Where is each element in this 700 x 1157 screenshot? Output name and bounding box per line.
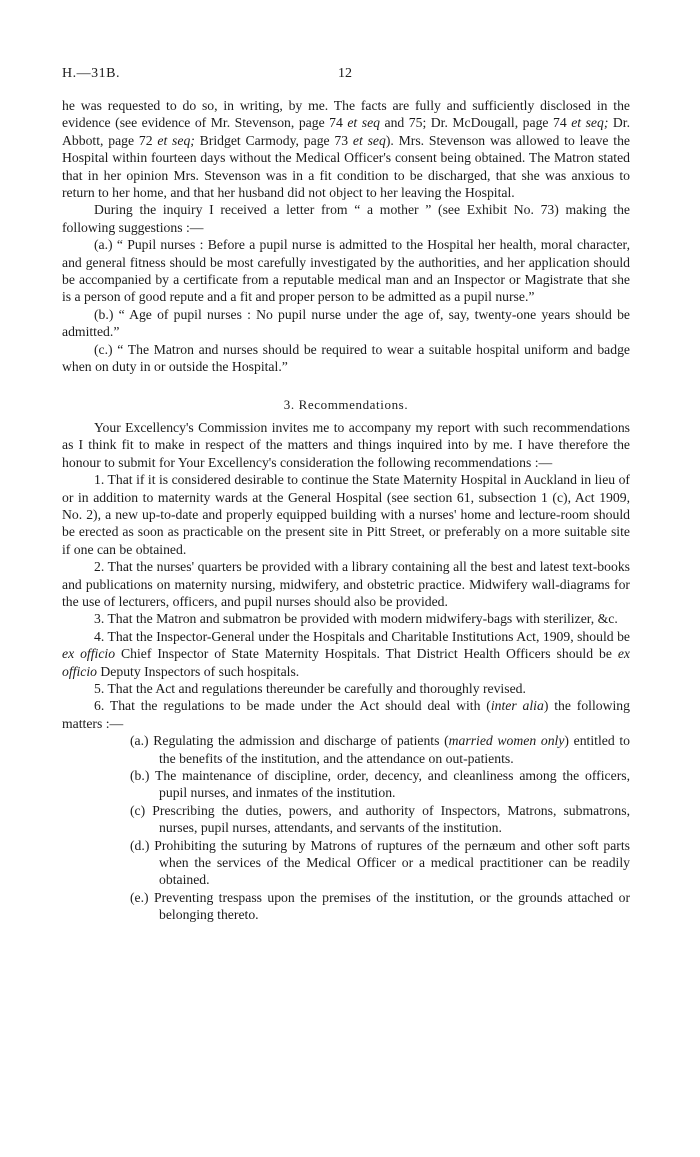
paragraph-mother-letter: During the inquiry I received a letter from “ a mother ” (see Exhibit No. 73) making the following suggestions :—: [62, 202, 630, 235]
recommendation-6: [62, 697, 630, 732]
text-run: Prescribing the duties, powers, and authority of Inspectors, Matrons, submatrons, nurses, pupil nurses, attendants, and servants of the institution.: [152, 802, 631, 836]
item-label: (c): [130, 802, 146, 818]
recommendation-4: [62, 628, 630, 680]
recommendation-2: 2. That the nurses' quarters be provided with a library containing all the best and latest text-books and publications on maternity nursing, midwifery, and obstetric practice. Midwifery wall-diagrams for the use of lecturers, officers, and pupil nurses should also be provided.: [62, 559, 630, 609]
list-item: [130, 767, 630, 802]
item-label: (e.): [130, 889, 149, 905]
text-run: “ The Matron and nurses should be required to wear a suitable hospital uniform and badge when on duty in or outside the Hospital.”: [62, 341, 630, 375]
italic-run: et seq: [352, 132, 386, 148]
text-run: 4. That the Inspector-General under the Hospitals and Charitable Institutions Act, 1909, should be: [94, 628, 630, 644]
recommendation-3: 3. That the Matron and submatron be provided with modern midwifery-bags with sterilizer, &c.: [94, 611, 618, 627]
italic-run: inter alia: [490, 698, 544, 714]
text-run: Regulating the admission and discharge of patients (: [153, 733, 449, 749]
item-label: (a.): [94, 237, 113, 253]
list-item: [130, 802, 630, 837]
text-run: 6. That the regulations to be made under the Act should deal with (: [94, 698, 491, 714]
suggestion-uniform: [62, 341, 630, 376]
italic-run: et seq;: [571, 115, 609, 131]
text-run: Chief Inspector of State Maternity Hospitals. That District Health Officers should be: [115, 646, 618, 662]
suggestion-pupil-nurses: [62, 236, 630, 306]
section-heading-recommendations: 3. Recommendations.: [283, 396, 409, 412]
text-run: Dr. Abbott, page 72: [62, 115, 631, 148]
italic-run: et seq: [347, 115, 380, 131]
item-label: (d.): [130, 837, 150, 853]
text-run: Preventing trespass upon the premises of the institution, or the grounds attached or belonging thereto.: [154, 889, 631, 923]
list-item: [130, 889, 630, 924]
item-label: (a.): [130, 733, 149, 749]
page-number: 12: [338, 66, 352, 81]
text-run: “ Pupil nurses : Before a pupil nurse is admitted to the Hospital her health, moral character, and general fitness should be most carefully investigated by the authorities, and her application should be accompanied by a certificate from a reputable medical man and an Inspector or Magistrate that she is a person of good repute and a fit and proper person to be admitted as a pupil nurse.”: [62, 237, 630, 305]
item-label: (b.): [94, 306, 114, 322]
text-run: ) entitled to the benefits of the institution, and the attendance on out-patients.: [159, 733, 630, 766]
text-run: Prohibiting the suturing by Matrons of ruptures of the pernæum and other soft parts when the services of the Medical Officer or a medical practitioner can be readily obtained.: [154, 837, 630, 888]
italic-run: et seq;: [157, 132, 195, 148]
text-run: he was requested to do so, in writing, by me. The facts are fully and sufficiently disclosed in the evidence (see evidence of Mr. Stevenson, page 74: [62, 98, 630, 131]
document-body: [62, 97, 630, 924]
recommendations-intro: Your Excellency's Commission invites me to accompany my report with such recommendations as I think fit to make in respect of the matters and things inquired into by me. I have therefore the honour to submit for Your Excellency's consideration the following recommendations :—: [62, 419, 630, 470]
suggestion-age-of-pupil-nurses: [62, 306, 630, 341]
text-run: Deputy Inspectors of such hospitals.: [96, 663, 300, 679]
text-run: The maintenance of discipline, order, decency, and cleanliness among the officers, pupil nurses, and inmates of the institution.: [155, 768, 630, 801]
text-run: and 75; Dr. McDougall, page 74: [380, 115, 572, 131]
regulation-matters-list: [130, 732, 630, 923]
item-label: (b.): [130, 768, 150, 784]
recommendation-1: 1. That if it is considered desirable to continue the State Maternity Hospital in Auckland in lieu of or in addition to maternity wards at the General Hospital (see section 61, subsection 1 (c), Act 1909, No. 2), a new up-to-date and properly equipped building with a nurses' home and lecture-room should be erected as soon as practicable on the present site in Pitt Street, or preferably on a more suitable site if one can be obtained.: [62, 472, 630, 557]
text-run: ) the following matters :—: [62, 698, 630, 731]
item-label: (c.): [94, 341, 113, 357]
italic-run: married women only: [448, 733, 565, 749]
italic-run: ex officio: [62, 646, 630, 679]
document-reference: H.—31B.: [62, 66, 120, 81]
italic-run: ex officio: [62, 646, 116, 662]
text-run: “ Age of pupil nurses : No pupil nurse under the age of, say, twenty-one years should be admitted.”: [62, 306, 630, 340]
recommendation-5: 5. That the Act and regulations thereunder be carefully and thoroughly revised.: [94, 681, 526, 696]
list-item: [130, 732, 630, 767]
text-run: Bridget Carmody, page 73: [194, 132, 353, 148]
list-item: [130, 837, 630, 889]
text-run: ). Mrs. Stevenson was allowed to leave the Hospital within fourteen days without the Medical Officer's consent being obtained. The Matron stated that in her opinion Mrs. Stevenson was in a fit condition to be discharged, that she was anxious to return to her home, and that her husband did not object to her leaving the Hospital.: [62, 132, 630, 201]
paragraph-stevenson-discharge: [62, 97, 630, 201]
